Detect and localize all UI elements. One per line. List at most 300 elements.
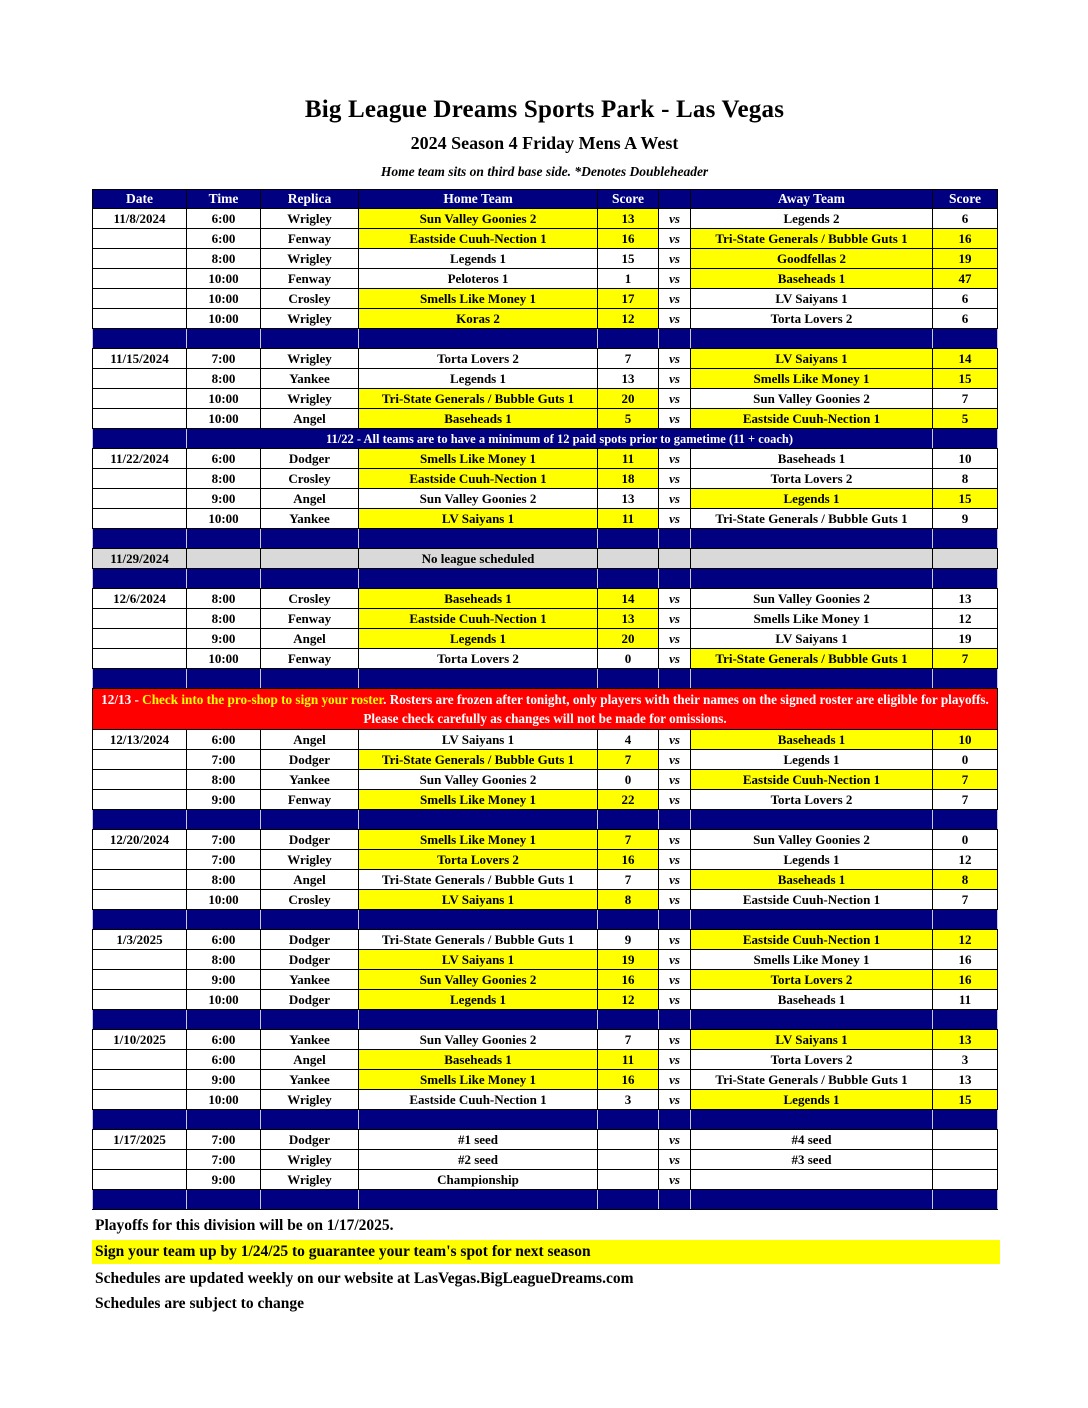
date-cell — [93, 890, 187, 910]
time-cell: 6:00 — [187, 1030, 261, 1050]
time-cell: 9:00 — [187, 1070, 261, 1090]
separator-cell — [691, 569, 933, 589]
home-score-cell: 13 — [598, 369, 659, 389]
vs-cell: vs — [659, 1090, 691, 1110]
away-team-cell: LV Saiyans 1 — [691, 289, 933, 309]
home-team-cell: Sun Valley Goonies 2 — [359, 209, 598, 229]
home-score-cell: 4 — [598, 730, 659, 750]
time-cell: 8:00 — [187, 589, 261, 609]
date-cell — [93, 629, 187, 649]
separator-cell — [933, 669, 998, 689]
page-title: Big League Dreams Sports Park - Las Vegas — [304, 96, 785, 123]
replica-cell: Fenway — [261, 790, 359, 810]
home-score-cell: 13 — [598, 489, 659, 509]
time-cell: 10:00 — [187, 1090, 261, 1110]
date-cell — [93, 1090, 187, 1110]
away-team-cell: LV Saiyans 1 — [691, 629, 933, 649]
away-score-cell: 8 — [933, 469, 998, 489]
home-team-note: Home team sits on third base side. *Denotes Doubleheader — [380, 164, 709, 179]
game-row — [93, 309, 998, 329]
game-row — [93, 930, 998, 950]
home-team-cell: #2 seed — [359, 1150, 598, 1170]
time-cell: 7:00 — [187, 349, 261, 369]
col-header-home-team: Home Team — [359, 190, 598, 209]
away-score-cell: 12 — [933, 930, 998, 950]
away-score-cell: 13 — [933, 589, 998, 609]
away-team-cell: Eastside Cuuh-Nection 1 — [691, 409, 933, 429]
away-score-cell: 7 — [933, 649, 998, 669]
away-team-cell: Legends 1 — [691, 1090, 933, 1110]
game-row — [93, 509, 998, 529]
game-row — [93, 830, 998, 850]
game-row — [93, 489, 998, 509]
home-team-cell: Legends 1 — [359, 629, 598, 649]
time-cell: 8:00 — [187, 950, 261, 970]
home-team-cell: Torta Lovers 2 — [359, 649, 598, 669]
away-team-cell: Legends 1 — [691, 489, 933, 509]
replica-cell: Angel — [261, 409, 359, 429]
home-score-cell: 3 — [598, 1090, 659, 1110]
paid-spots-notice-row — [93, 429, 998, 449]
away-team-cell: LV Saiyans 1 — [691, 1030, 933, 1050]
time-cell: 9:00 — [187, 790, 261, 810]
separator-cell — [93, 329, 187, 349]
game-row — [93, 609, 998, 629]
replica-cell: Fenway — [261, 229, 359, 249]
separator-cell — [691, 1110, 933, 1130]
date-cell — [93, 249, 187, 269]
vs-cell: vs — [659, 509, 691, 529]
away-score-cell: 15 — [933, 1090, 998, 1110]
home-score-cell — [598, 1170, 659, 1190]
home-score-cell: 18 — [598, 469, 659, 489]
replica-cell: Angel — [261, 629, 359, 649]
away-score-cell: 16 — [933, 229, 998, 249]
alert-text-segment: 12/13 - — [101, 692, 143, 707]
replica-cell: Wrigley — [261, 1090, 359, 1110]
game-row — [93, 890, 998, 910]
home-score-cell: 0 — [598, 770, 659, 790]
away-team-cell: Smells Like Money 1 — [691, 950, 933, 970]
time-cell: 8:00 — [187, 770, 261, 790]
date-cell: 11/8/2024 — [93, 209, 187, 229]
separator-cell — [659, 529, 691, 549]
home-team-cell: Sun Valley Goonies 2 — [359, 1030, 598, 1050]
home-score-cell: 9 — [598, 930, 659, 950]
vs-cell: vs — [659, 589, 691, 609]
replica-cell: Yankee — [261, 509, 359, 529]
separator-cell — [933, 910, 998, 930]
home-team-cell: LV Saiyans 1 — [359, 730, 598, 750]
date-cell: 11/22/2024 — [93, 449, 187, 469]
separator-cell — [933, 329, 998, 349]
game-row — [93, 1150, 998, 1170]
separator-row — [93, 329, 998, 349]
time-cell: 9:00 — [187, 489, 261, 509]
vs-cell: vs — [659, 1130, 691, 1150]
time-cell: 8:00 — [187, 249, 261, 269]
game-row — [93, 990, 998, 1010]
col-header-vs — [659, 190, 691, 209]
time-cell: 10:00 — [187, 389, 261, 409]
away-team-cell: #4 seed — [691, 1130, 933, 1150]
vs-cell: vs — [659, 970, 691, 990]
home-team-cell: Tri-State Generals / Bubble Guts 1 — [359, 750, 598, 770]
home-score-cell: 8 — [598, 890, 659, 910]
time-cell: 6:00 — [187, 730, 261, 750]
away-team-cell — [691, 1170, 933, 1190]
away-score-cell: 47 — [933, 269, 998, 289]
separator-cell — [261, 529, 359, 549]
no-league-row — [93, 549, 998, 569]
separator-cell — [598, 669, 659, 689]
home-score-cell: 0 — [598, 649, 659, 669]
separator-cell — [261, 810, 359, 830]
date-cell: 11/15/2024 — [93, 349, 187, 369]
home-team-cell: Koras 2 — [359, 309, 598, 329]
separator-row — [93, 910, 998, 930]
separator-cell — [691, 810, 933, 830]
game-row — [93, 1170, 998, 1190]
date-cell — [93, 950, 187, 970]
away-score-cell: 19 — [933, 629, 998, 649]
away-team-cell: Torta Lovers 2 — [691, 1050, 933, 1070]
separator-cell — [187, 1110, 261, 1130]
home-team-cell: Torta Lovers 2 — [359, 850, 598, 870]
time-cell: 10:00 — [187, 649, 261, 669]
game-row — [93, 449, 998, 469]
alert-text-segment: . Rosters are frozen after tonight, only players with their names on the signed roster are eligible for playoffs. Please check carefully as changes will not be made for omissions. — [363, 692, 989, 726]
date-cell — [93, 970, 187, 990]
game-row — [93, 349, 998, 369]
replica-cell: Yankee — [261, 1070, 359, 1090]
time-cell: 6:00 — [187, 930, 261, 950]
separator-cell — [187, 329, 261, 349]
home-team-cell: Championship — [359, 1170, 598, 1190]
away-score-cell: 10 — [933, 449, 998, 469]
game-row — [93, 369, 998, 389]
table-header-row — [93, 190, 998, 209]
alert-text-segment: Check into the pro-shop to sign your roster — [142, 692, 384, 707]
away-team-cell: Smells Like Money 1 — [691, 609, 933, 629]
separator-cell — [359, 329, 598, 349]
vs-cell: vs — [659, 269, 691, 289]
date-cell — [93, 409, 187, 429]
home-score-cell: 15 — [598, 249, 659, 269]
home-team-cell: Eastside Cuuh-Nection 1 — [359, 609, 598, 629]
away-team-cell: Eastside Cuuh-Nection 1 — [691, 770, 933, 790]
col-header-score: Score — [598, 190, 659, 209]
separator-cell — [691, 910, 933, 930]
replica-cell: Yankee — [261, 369, 359, 389]
date-cell — [93, 870, 187, 890]
home-score-cell — [598, 1130, 659, 1150]
replica-cell: Dodger — [261, 1130, 359, 1150]
vs-cell: vs — [659, 1170, 691, 1190]
replica-cell: Wrigley — [261, 209, 359, 229]
date-cell: 12/6/2024 — [93, 589, 187, 609]
home-score-cell: 13 — [598, 609, 659, 629]
replica-cell: Fenway — [261, 649, 359, 669]
away-team-cell: Tri-State Generals / Bubble Guts 1 — [691, 509, 933, 529]
home-team-cell: No league scheduled — [359, 549, 598, 569]
away-score-cell — [933, 1170, 998, 1190]
separator-cell — [598, 329, 659, 349]
home-score-cell: 22 — [598, 790, 659, 810]
separator-cell — [598, 569, 659, 589]
away-score-cell: 7 — [933, 389, 998, 409]
vs-cell: vs — [659, 750, 691, 770]
date-cell — [93, 269, 187, 289]
vs-cell: vs — [659, 790, 691, 810]
home-team-cell: Tri-State Generals / Bubble Guts 1 — [359, 930, 598, 950]
vs-cell: vs — [659, 1050, 691, 1070]
footer — [92, 1215, 1000, 1314]
replica-cell: Wrigley — [261, 349, 359, 369]
col-header-away-team: Away Team — [691, 190, 933, 209]
separator-cell — [659, 329, 691, 349]
date-cell — [93, 489, 187, 509]
game-row — [93, 249, 998, 269]
separator-cell — [359, 810, 598, 830]
separator-cell — [261, 1010, 359, 1030]
vs-cell: vs — [659, 1030, 691, 1050]
vs-cell: vs — [659, 349, 691, 369]
replica-cell: Wrigley — [261, 1150, 359, 1170]
time-cell: 8:00 — [187, 870, 261, 890]
vs-cell: vs — [659, 950, 691, 970]
away-score-cell: 6 — [933, 209, 998, 229]
separator-cell — [261, 569, 359, 589]
col-header-replica: Replica — [261, 190, 359, 209]
replica-cell: Fenway — [261, 269, 359, 289]
home-team-cell: Smells Like Money 1 — [359, 1070, 598, 1090]
replica-cell: Wrigley — [261, 249, 359, 269]
separator-cell — [261, 669, 359, 689]
separator-cell — [359, 1110, 598, 1130]
home-score-cell: 12 — [598, 309, 659, 329]
time-cell: 10:00 — [187, 890, 261, 910]
away-team-cell: Sun Valley Goonies 2 — [691, 389, 933, 409]
game-row — [93, 970, 998, 990]
separator-cell — [691, 529, 933, 549]
time-cell: 7:00 — [187, 750, 261, 770]
vs-cell: vs — [659, 770, 691, 790]
separator-cell — [187, 910, 261, 930]
replica-cell: Angel — [261, 730, 359, 750]
separator-row — [93, 1110, 998, 1130]
notice-text: 11/22 - All teams are to have a minimum of 12 paid spots prior to gametime (11 + coach) — [187, 429, 933, 449]
game-row — [93, 209, 998, 229]
replica-cell: Yankee — [261, 770, 359, 790]
home-score-cell: 11 — [598, 1050, 659, 1070]
vs-cell: vs — [659, 229, 691, 249]
separator-cell — [598, 529, 659, 549]
away-team-cell: Torta Lovers 2 — [691, 309, 933, 329]
home-score-cell — [598, 1150, 659, 1170]
home-score-cell: 5 — [598, 409, 659, 429]
home-team-cell: Legends 1 — [359, 369, 598, 389]
away-team-cell: Torta Lovers 2 — [691, 469, 933, 489]
home-score-cell: 7 — [598, 750, 659, 770]
home-score-cell: 16 — [598, 1070, 659, 1090]
col-header-time: Time — [187, 190, 261, 209]
home-score-cell: 13 — [598, 209, 659, 229]
replica-cell: Fenway — [261, 609, 359, 629]
replica-cell: Angel — [261, 1050, 359, 1070]
separator-cell — [93, 1110, 187, 1130]
home-team-cell: Smells Like Money 1 — [359, 449, 598, 469]
separator-cell — [598, 910, 659, 930]
separator-cell — [93, 910, 187, 930]
home-score-cell: 14 — [598, 589, 659, 609]
home-team-cell: Tri-State Generals / Bubble Guts 1 — [359, 389, 598, 409]
game-row — [93, 770, 998, 790]
time-cell: 9:00 — [187, 629, 261, 649]
away-score-cell: 9 — [933, 509, 998, 529]
separator-cell — [93, 810, 187, 830]
home-score-cell — [598, 549, 659, 569]
replica-cell: Crosley — [261, 890, 359, 910]
date-cell — [93, 649, 187, 669]
away-team-cell: Torta Lovers 2 — [691, 970, 933, 990]
away-team-cell: Legends 1 — [691, 750, 933, 770]
separator-cell — [359, 1010, 598, 1030]
away-team-cell: Baseheads 1 — [691, 449, 933, 469]
separator-cell — [93, 1010, 187, 1030]
date-cell — [93, 750, 187, 770]
separator-row — [93, 569, 998, 589]
footer-website-note: Schedules are updated weekly on our website at LasVegas.BigLeagueDreams.com — [95, 1270, 634, 1287]
away-team-cell: Tri-State Generals / Bubble Guts 1 — [691, 649, 933, 669]
home-score-cell: 1 — [598, 269, 659, 289]
away-score-cell: 16 — [933, 950, 998, 970]
separator-cell — [659, 810, 691, 830]
separator-cell — [659, 1190, 691, 1210]
away-team-cell: Eastside Cuuh-Nection 1 — [691, 930, 933, 950]
vs-cell: vs — [659, 930, 691, 950]
game-row — [93, 950, 998, 970]
date-cell: 1/17/2025 — [93, 1130, 187, 1150]
separator-cell — [93, 1190, 187, 1210]
vs-cell: vs — [659, 830, 691, 850]
home-team-cell: Eastside Cuuh-Nection 1 — [359, 1090, 598, 1110]
away-score-cell: 15 — [933, 489, 998, 509]
separator-cell — [598, 810, 659, 830]
game-row — [93, 1090, 998, 1110]
vs-cell: vs — [659, 609, 691, 629]
home-score-cell: 20 — [598, 389, 659, 409]
date-cell — [93, 469, 187, 489]
vs-cell: vs — [659, 369, 691, 389]
away-team-cell: Baseheads 1 — [691, 269, 933, 289]
time-cell: 10:00 — [187, 269, 261, 289]
game-row — [93, 1050, 998, 1070]
separator-cell — [93, 529, 187, 549]
game-row — [93, 469, 998, 489]
away-score-cell: 14 — [933, 349, 998, 369]
separator-cell — [93, 569, 187, 589]
replica-cell: Crosley — [261, 469, 359, 489]
separator-cell — [691, 1190, 933, 1210]
separator-cell — [691, 329, 933, 349]
home-team-cell: Sun Valley Goonies 2 — [359, 489, 598, 509]
replica-cell: Wrigley — [261, 1170, 359, 1190]
separator-cell — [598, 1190, 659, 1210]
separator-cell — [933, 1010, 998, 1030]
date-cell — [93, 289, 187, 309]
date-cell: 1/3/2025 — [93, 930, 187, 950]
time-cell: 9:00 — [187, 970, 261, 990]
time-cell: 7:00 — [187, 1150, 261, 1170]
away-team-cell — [691, 549, 933, 569]
away-team-cell: Sun Valley Goonies 2 — [691, 589, 933, 609]
game-row — [93, 389, 998, 409]
home-team-cell: Tri-State Generals / Bubble Guts 1 — [359, 870, 598, 890]
page-subtitle: 2024 Season 4 Friday Mens A West — [410, 133, 679, 153]
roster-alert-row — [93, 689, 998, 730]
separator-cell — [261, 1190, 359, 1210]
home-team-cell: Legends 1 — [359, 249, 598, 269]
time-cell — [187, 549, 261, 569]
home-team-cell: Smells Like Money 1 — [359, 289, 598, 309]
schedule-table — [92, 189, 998, 1210]
separator-cell — [187, 1190, 261, 1210]
away-team-cell: Tri-State Generals / Bubble Guts 1 — [691, 229, 933, 249]
away-team-cell: LV Saiyans 1 — [691, 349, 933, 369]
home-score-cell: 11 — [598, 449, 659, 469]
separator-cell — [187, 569, 261, 589]
game-row — [93, 790, 998, 810]
game-row — [93, 269, 998, 289]
away-team-cell: Eastside Cuuh-Nection 1 — [691, 890, 933, 910]
separator-cell — [933, 569, 998, 589]
away-score-cell — [933, 549, 998, 569]
date-cell: 12/13/2024 — [93, 730, 187, 750]
home-team-cell: LV Saiyans 1 — [359, 950, 598, 970]
away-team-cell: Torta Lovers 2 — [691, 790, 933, 810]
home-team-cell: Eastside Cuuh-Nection 1 — [359, 229, 598, 249]
separator-cell — [187, 1010, 261, 1030]
away-score-cell: 7 — [933, 890, 998, 910]
time-cell: 7:00 — [187, 850, 261, 870]
away-team-cell: Smells Like Money 1 — [691, 369, 933, 389]
time-cell: 10:00 — [187, 309, 261, 329]
col-header-score: Score — [933, 190, 998, 209]
home-team-cell: Smells Like Money 1 — [359, 830, 598, 850]
separator-row — [93, 1010, 998, 1030]
away-team-cell: Goodfellas 2 — [691, 249, 933, 269]
away-score-cell: 12 — [933, 609, 998, 629]
separator-cell — [359, 669, 598, 689]
home-score-cell: 11 — [598, 509, 659, 529]
game-row — [93, 229, 998, 249]
away-team-cell: Tri-State Generals / Bubble Guts 1 — [691, 1070, 933, 1090]
vs-cell: vs — [659, 649, 691, 669]
date-cell — [93, 369, 187, 389]
vs-cell — [659, 549, 691, 569]
separator-row — [93, 1190, 998, 1210]
date-cell — [93, 1070, 187, 1090]
home-score-cell: 7 — [598, 830, 659, 850]
separator-cell — [598, 1010, 659, 1030]
home-score-cell: 7 — [598, 870, 659, 890]
away-score-cell: 15 — [933, 369, 998, 389]
date-cell — [93, 229, 187, 249]
separator-cell — [659, 669, 691, 689]
time-cell: 8:00 — [187, 609, 261, 629]
time-cell: 8:00 — [187, 469, 261, 489]
